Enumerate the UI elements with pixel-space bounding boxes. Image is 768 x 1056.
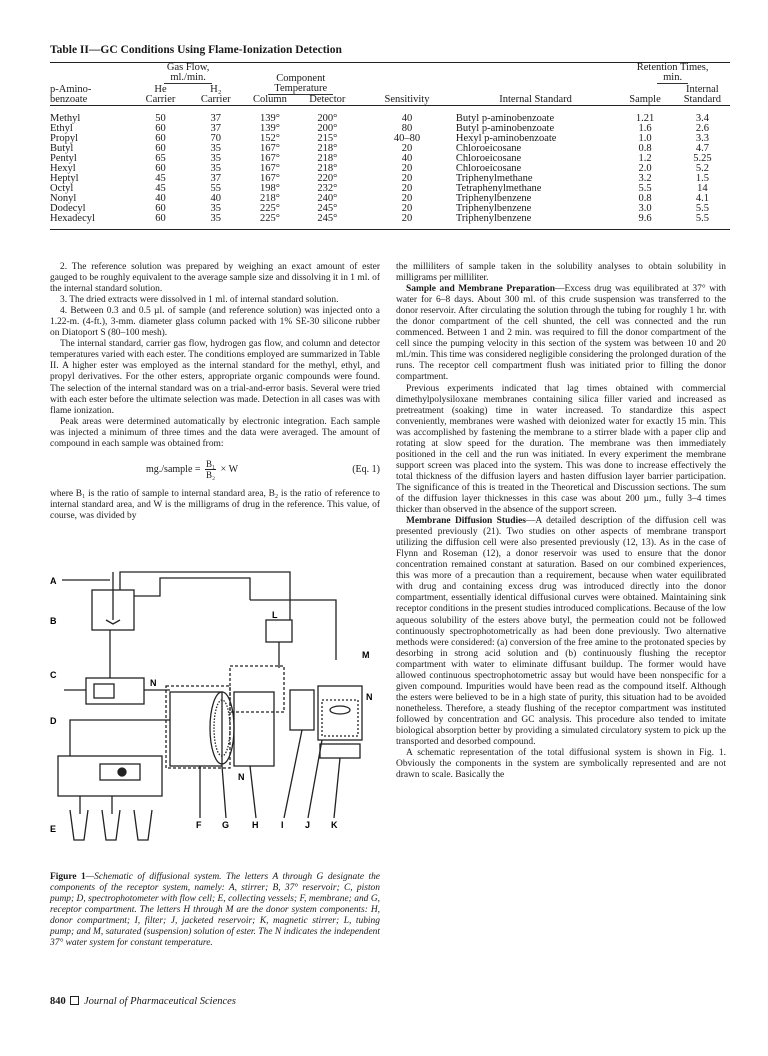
table-cell-he: 45 [155, 183, 166, 194]
table-cell-he: 60 [155, 123, 166, 134]
table-cell-istd: 5.5 [695, 203, 709, 214]
table-cell-samp: 3.0 [638, 203, 652, 214]
internal-standard-header: Internal Standard [499, 94, 572, 105]
paragraph: 3. The dried extracts were dissolved in 1 ml. of internal standard solution. [60, 295, 339, 306]
section-heading: Sample and Membrane Preparation [406, 284, 555, 295]
eq-denominator: B₂ [206, 469, 216, 480]
table-cell-samp: 0.8 [638, 143, 652, 154]
table-cell-col: 218° [259, 193, 280, 204]
table-cell-h2: 35 [210, 203, 221, 214]
label-g: G [222, 820, 230, 830]
table-cell-h2: 70 [210, 133, 221, 144]
retention-header: Retention Times, [636, 62, 709, 73]
table-cell-sens: 20 [401, 163, 413, 174]
table-cell-istd: 3.3 [695, 133, 709, 144]
eq-rhs: × W [220, 463, 239, 475]
square-icon [70, 996, 79, 1005]
gc-conditions-table [50, 62, 730, 230]
table-row [50, 174, 730, 184]
table-title: Table II—GC Conditions Using Flame-Ionization Detection [50, 44, 342, 56]
table-row [50, 106, 730, 125]
table-cell-col: 167° [259, 173, 280, 184]
page-number: 840 [50, 996, 66, 1007]
figure-caption [50, 872, 380, 949]
carrier-header-2: Carrier [200, 94, 231, 105]
table-row [50, 154, 730, 164]
table-cell-ester: Hexyl [50, 163, 76, 174]
table-cell-sens: 20 [401, 203, 413, 214]
table-cell-istd: 2.6 [695, 123, 709, 134]
table-cell-sens: 40 [401, 113, 413, 124]
internal-header-2: Standard [683, 94, 722, 105]
label-e: E [50, 824, 57, 834]
gas-flow-header: Gas Flow, [166, 62, 210, 73]
table-cell-std: Hexyl p-aminobenzoate [455, 133, 557, 144]
table-cell-ester: Nonyl [50, 193, 77, 204]
table-row [50, 194, 730, 204]
paragraph: Membrane Diffusion Studies—A detailed description of the diffusion cell was presented previously (21). Two studies on other aspects of membrane transport utilizing the diffusion cell were also presented previously (12, 13). As in the case of Flynn and Roseman (12), a donor reservoir was used to ensure that the donor concentration remained constant at saturation. Based on our combined experiences, this was more of a precaution than a requirement, because when water equilibrated with drug and containing excess drug was introduced directly into the donor compartment, essentially identical diffusional curves were obtained. Maintaining sink receptor conditions in the present studies introduced complications. Because of the low aqueous solubility of the esters above butyl, the permeation could not be followed continuously spectrophotometrically as had been done previously. Two alternative methods were considered: (a) conversion of the free amine to the protonated species by desorbing in strong acid solution and (b) continuously flushing the receptor compartment with water to eliminate diffusant buildup. The former would have allowed continuous spectrophotometric assay but would have been nonspecific for a given compound. Impurities would have been read as the compound itself. Although the esters were believed to be in a high state of purity, this situation had to be avoided nonetheless. Therefore, a steady flushing of the receptor compartment was instituted followed by concentration and GC analysis. This procedure also tended to imitate biological absorption better by providing a simulated circulatory system to pick up the transported and desorbed compound. [396, 516, 726, 748]
table-cell-det: 245° [297, 214, 359, 230]
he-header: He [154, 84, 167, 95]
table-row [50, 144, 730, 154]
page-footer [50, 996, 236, 1007]
table-cell-ester: Hexadecyl [50, 214, 133, 230]
table-cell-col: 167° [259, 163, 280, 174]
paragraph: Sample and Membrane Preparation—Excess drug was equilibrated at 37° with water for 6–8 days. About 300 ml. of this crude suspension was transferred to the donor reservoir. After circulating the solution through the tubing for roughly 1 hr. with the donor compartment of the cell shunted, the cell was connected and the run commenced. Between 1 and 2 min. was required to fill the donor compartment of the cell since the pumping velocity in this section of the system was between 10 and 20 ml./min. This time was considered negligible considering the prolonged duration of the runs. The receptor cell compartment flush was initiated prior to filling the donor compartment. [396, 284, 726, 383]
table-cell-det: 218° [317, 163, 338, 174]
ester-header-1: p-Amino- [50, 84, 92, 95]
carrier-header-1: Carrier [145, 94, 176, 105]
table-cell-istd: 4.7 [695, 143, 709, 154]
table-cell-he: 60 [133, 214, 188, 230]
table-cell-he: 45 [155, 173, 166, 184]
label-n: N [366, 692, 373, 702]
label-f: F [196, 820, 202, 830]
table-row [50, 214, 730, 230]
table-cell-std: Butyl p-aminobenzoate [455, 123, 555, 134]
table-cell-col: 225° [259, 203, 280, 214]
table-cell-ester: Pentyl [50, 153, 77, 164]
table-cell-h2: 40 [210, 193, 221, 204]
table-cell-det: 218° [317, 153, 338, 164]
gas-units: ml./min. [164, 73, 212, 84]
paragraph: the milliliters of sample taken in the solubility analyses to obtain solubility in milligrams per milliliter. [396, 262, 726, 284]
table-cell-std: Chloroeicosane [455, 143, 522, 154]
table-row [50, 134, 730, 144]
table-cell-col: 225° [243, 214, 296, 230]
table-cell-ester: Heptyl [50, 173, 79, 184]
table-cell-col: 152° [259, 133, 280, 144]
paragraph: Previous experiments indicated that lag times obtained with commercial dimethylpolysiloxane membranes containing silica filler varied and increased as pretreatment (soaking) time in water increased. To standardize this aspect conveniently, membranes were washed with deionized water for exactly 15 min. This was accomplished by fastening the membrane to a stirrer blade with a paper clip and rotating at slow speed for the duration. The membrane was then immediately positioned in the cell and the run was initiated. In every experiment the membrane support screen was placed into the system. This was done to increase effectively the total thickness of the diffusion layers and hasten diffusion layer barrier participation. The significance of this is treated in the Theoretical and Discussion sections. The sum of the diffusion layer thicknesses in this case was about 200 µm., fully 3–4 times thicker than observed in the absence of the support screen. [396, 383, 726, 516]
table-cell-he: 60 [155, 203, 166, 214]
table-cell-sens: 20 [401, 143, 413, 154]
table-cell-samp: 1.0 [638, 133, 652, 144]
table-cell-h2: 37 [210, 113, 221, 124]
table-cell-he: 65 [155, 153, 166, 164]
table-cell-ester: Octyl [50, 183, 74, 194]
table-cell-samp: 1.6 [638, 123, 652, 134]
table-cell-he: 50 [155, 113, 166, 124]
table-cell-det: 240° [317, 193, 338, 204]
sensitivity-header: Sensitivity [384, 94, 430, 105]
label-n: N [150, 678, 157, 688]
table-cell-ester: Methyl [50, 113, 81, 124]
section-heading: Membrane Diffusion Studies [406, 516, 526, 527]
table-cell-std: Triphenylbenzene [455, 203, 532, 214]
table-cell-samp: 9.6 [615, 214, 675, 230]
table-cell-std: Tetraphenylmethane [455, 183, 542, 194]
table-cell-samp: 0.8 [638, 193, 652, 204]
table-cell-det: 200° [317, 113, 338, 124]
table-cell-ester: Ethyl [50, 123, 73, 134]
right-column [396, 262, 726, 781]
retention-units: min. [657, 73, 688, 84]
table-cell-det: 215° [317, 133, 338, 144]
table-cell-istd: 3.4 [695, 113, 709, 124]
table-cell-col: 198° [259, 183, 280, 194]
table-cell-det: 245° [317, 203, 338, 214]
table-cell-ester: Dodecyl [50, 203, 86, 214]
table-cell-h2: 35 [188, 214, 243, 230]
paragraph: 4. Between 0.3 and 0.5 µl. of sample (and reference solution) was injected onto a 1.22-m. (4-ft.), 3-mm. diameter glass column packed with 1% SE-30 silicone rubber on Diatoport S (80–100 mesh). [50, 306, 380, 339]
h2-header: H₂ [210, 84, 222, 95]
detector-header: Detector [309, 94, 346, 105]
table-cell-samp: 3.2 [638, 173, 652, 184]
table-cell-det: 218° [317, 143, 338, 154]
table-cell-sens: 20 [401, 183, 413, 194]
table-cell-det: 232° [317, 183, 338, 194]
table-cell-sens: 40–80 [393, 133, 421, 144]
table-cell-col: 167° [259, 143, 280, 154]
table-cell-sens: 20 [401, 173, 413, 184]
table-cell-std: Butyl p-aminobenzoate [455, 113, 555, 124]
table-row [50, 204, 730, 214]
table-cell-std: Triphenylbenzene [455, 193, 532, 204]
table-row [50, 164, 730, 174]
eq-lhs: mg./sample = [146, 463, 201, 475]
table-cell-std: Triphenylmethane [455, 173, 533, 184]
table-cell-samp: 1.2 [638, 153, 652, 164]
table-cell-sens: 20 [401, 193, 413, 204]
label-m: M [362, 650, 370, 660]
table-cell-istd: 5.5 [675, 214, 730, 230]
table-cell-sens: 40 [401, 153, 413, 164]
paragraph: Peak areas were determined automatically by electronic integration. Each sample was injected a minimum of three times and the data were averaged. The amount of compound in each sample was obtained from: [50, 416, 380, 449]
table-cell-he: 40 [155, 193, 166, 204]
label-k: K [331, 820, 338, 830]
label-d: D [50, 716, 57, 726]
paragraph: 2. The reference solution was prepared by weighing an exact amount of ester gauged to be roughly equivalent to the average sample size and dissolving it in 1 ml. of the internal standard solution. [50, 262, 380, 295]
sample-header: Sample [629, 94, 661, 105]
table-cell-he: 60 [155, 143, 166, 154]
table-cell-ester: Propyl [50, 133, 79, 144]
internal-header-1: Internal [686, 84, 719, 95]
component-header: Component [276, 73, 326, 84]
label-b: B [50, 616, 57, 626]
table-cell-samp: 1.21 [635, 113, 655, 124]
schematic-figure [50, 560, 380, 860]
paragraph: A schematic representation of the total diffusional system is shown in Fig. 1. Obviously the components in the system are symbolically represented and are not drawn to scale. Basically the [396, 748, 726, 781]
table-cell-std: Chloroeicosane [455, 153, 522, 164]
table-cell-h2: 35 [210, 153, 221, 164]
table-cell-col: 139° [259, 123, 280, 134]
table-cell-det: 220° [317, 173, 338, 184]
label-n: N [238, 772, 245, 782]
table-cell-sens: 80 [401, 123, 413, 134]
label-i: I [281, 820, 284, 830]
table-cell-h2: 35 [210, 163, 221, 174]
table-row [50, 124, 730, 134]
temperature-header: Temperature [268, 84, 333, 95]
eq-fraction [205, 459, 216, 480]
table-cell-std: Chloroeicosane [455, 163, 522, 174]
table-cell-istd: 1.5 [695, 173, 709, 184]
table-cell-h2: 37 [210, 173, 221, 184]
table-cell-col: 139° [259, 113, 280, 124]
table-cell-samp: 2.0 [638, 163, 652, 174]
table-cell-istd: 5.2 [695, 163, 709, 174]
caption-label: Figure 1 [50, 872, 86, 882]
table-cell-he: 60 [155, 163, 166, 174]
table-cell-col: 167° [259, 153, 280, 164]
table-cell-std: Triphenylbenzene [456, 214, 615, 230]
table-cell-istd: 5.25 [693, 153, 712, 164]
label-a: A [50, 576, 57, 586]
label-l: L [272, 610, 278, 620]
eq-numerator: B₁ [206, 458, 216, 469]
label-j: J [305, 820, 311, 830]
caption-text: —Schematic of diffusional system. The letters A through G designate the components of the receptor system, namely: A, stirrer; B, 37° reservoir; C, piston pump; D, spectrophotometer with flow cell; E, collecting vessels; F, membrane; and G, receptor compartment. The letters H through M are the donor system components: H, donor compartment; I, filter; J, jacketed reservoir; K, magnetic stirrer; L, tubing pump; and M, saturated (suspension) solution of ester. The N indicates the independent 37° water system for constant temperature. [50, 872, 380, 949]
label-h: H [252, 820, 259, 830]
eq-label: (Eq. 1) [352, 463, 380, 475]
paragraph: where B₁ is the ratio of sample to internal standard area, B₂ is the ratio of reference to internal standard area, and W is the milligrams of drug in the reference. This value, of course, was divided by [50, 488, 380, 521]
table-cell-istd: 4.1 [695, 193, 709, 204]
journal-name: Journal of Pharmaceutical Sciences [84, 996, 236, 1007]
table-cell-det: 200° [317, 123, 338, 134]
table-row [50, 184, 730, 194]
table-cell-ester: Butyl [50, 143, 74, 154]
table-cell-samp: 5.5 [638, 183, 652, 194]
table-cell-h2: 35 [210, 143, 221, 154]
table-cell-he: 60 [155, 133, 166, 144]
ester-header-2: benzoate [50, 94, 88, 105]
table-cell-h2: 37 [210, 123, 221, 134]
equation-1 [50, 459, 380, 480]
column-header: Column [253, 94, 287, 105]
left-column [50, 262, 380, 522]
label-c: C [50, 670, 57, 680]
table-cell-h2: 55 [210, 183, 221, 194]
table-cell-sens: 20 [358, 214, 456, 230]
table-cell-istd: 14 [697, 183, 708, 194]
paragraph: The internal standard, carrier gas flow, hydrogen gas flow, and column and detector temperatures varied with each ester. The conditions employed are summarized in Table II. A higher ester was employed as the internal standard for the methyl, ethyl, and propyl derivatives. For the other esters, appropriate organic compounds were found. The selection of the internal standard was on a trial-and-error basis. Several were tried with each ester before the ultimate selection was made. Detection in all cases was with flame ionization. [50, 339, 380, 416]
